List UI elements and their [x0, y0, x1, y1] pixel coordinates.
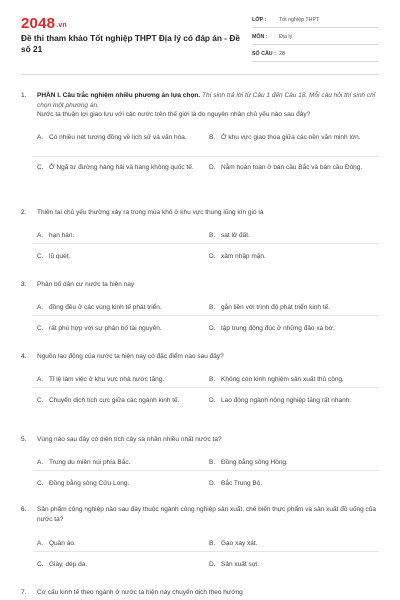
- option-b[interactable]: [209, 231, 400, 240]
- option-text: Gạo xay xát.: [221, 540, 258, 547]
- question-text: Phân bố dân cư nước ta hiện nay: [37, 281, 135, 288]
- option-divider: [33, 387, 379, 388]
- option-letter: A.: [37, 304, 44, 311]
- option-a[interactable]: [37, 133, 202, 142]
- option-letter: A.: [37, 540, 44, 547]
- question-text: Nguồn lao động của nước ta hiện nay có đặc điểm nào sau đây?: [37, 353, 224, 360]
- logo-suffix: .vn: [56, 22, 67, 29]
- option-b[interactable]: [209, 375, 379, 384]
- option-text: đồng đều ở các vùng kinh tế phát triển.: [49, 304, 162, 311]
- header-divider: [21, 74, 379, 75]
- option-text: tập trung đông đúc ở những đảo xa bờ.: [221, 325, 335, 332]
- option-letter: A.: [37, 376, 44, 383]
- question-text: Thiên tai chủ yếu thường xảy ra trong mùa khô ở khu vực thung lũng kín gió là: [37, 209, 264, 216]
- option-letter: D.: [209, 325, 216, 332]
- option-text: xâm nhập mặn.: [221, 253, 266, 260]
- option-letter: D.: [209, 561, 216, 568]
- option-text: Không còn kinh nghiệm sản xuất thủ công.: [221, 376, 344, 383]
- option-b[interactable]: [209, 539, 400, 548]
- option-text: Có nhiều nét tương đồng về lịch sử và văn hóa.: [49, 134, 187, 141]
- part-label: PHẦN I. Câu trắc nghiệm nhiều phương án lựa chọn.: [37, 92, 201, 99]
- option-text: Quần áo.: [49, 540, 76, 547]
- option-b[interactable]: [209, 303, 400, 312]
- option-letter: D.: [209, 164, 216, 171]
- option-letter: A.: [37, 459, 44, 466]
- meta-value: 28: [279, 51, 285, 57]
- meta-key: SỐ CÂU :: [252, 51, 276, 57]
- meta-value: Địa lý: [279, 34, 293, 40]
- option-b[interactable]: [209, 458, 400, 467]
- option-d[interactable]: [209, 324, 400, 333]
- option-text: Ở Ngã tư đường hàng hải và hàng không quốc tế.: [49, 164, 194, 171]
- option-text: Sản xuất sợi.: [221, 561, 260, 568]
- question-2: [21, 208, 379, 260]
- option-letter: B.: [209, 232, 216, 239]
- option-text: Tỉ lệ làm việc ở khu vực nhà nước tăng.: [49, 376, 165, 383]
- question-text: Sản phẩm công nghiệp nào sau đây thuộc ngành công nghiệp sản xuất, chế biến thực phẩm và sản xuất đồ uống của nước ta?: [37, 506, 376, 523]
- option-d[interactable]: [209, 396, 374, 405]
- option-text: Nằm hoàn toàn ở bán cầu Bắc và bán cầu Đông.: [221, 164, 363, 171]
- meta-key: MÔN :: [252, 34, 268, 40]
- question-7: [21, 588, 379, 598]
- option-text: Ở khu vực giao thoa giữa các nền văn minh lớn.: [221, 134, 361, 141]
- option-letter: B.: [209, 376, 216, 383]
- option-d[interactable]: [209, 163, 374, 172]
- option-text: sạt lở đất.: [221, 232, 250, 239]
- option-text: Chuyển dịch tích cực giữa các ngành kinh tế.: [49, 397, 180, 404]
- question-text: Nước ta thuận lợi giao lưu với các nước trên thế giới là do nguyên nhân chủ yếu nào sau đây?: [37, 111, 311, 118]
- question-number: 2.: [21, 209, 27, 216]
- option-text: Giày, dép da.: [49, 561, 88, 568]
- exam-meta: [252, 13, 378, 64]
- question-text: Vùng nào sau đây có diện tích cây sa nhân nhiều nhất nước ta?: [37, 436, 222, 443]
- question-number: 4.: [21, 353, 27, 360]
- meta-value: Tốt nghiệp THPT: [279, 17, 320, 23]
- option-text: hạn hán.: [49, 232, 75, 239]
- option-letter: B.: [209, 540, 216, 547]
- option-c[interactable]: [37, 163, 202, 172]
- option-c[interactable]: [37, 396, 202, 405]
- meta-key: LỚP :: [252, 17, 267, 23]
- option-letter: B.: [209, 459, 216, 466]
- option-text: Trung du miền núi phía Bắc.: [49, 459, 131, 466]
- question-number: 6.: [21, 506, 27, 513]
- part-instruction: Thí sinh trả lời từ Câu 1 đến Câu 18. Mỗi câu hỏi thí sinh chỉ chọn một phương án.: [37, 92, 376, 109]
- option-letter: C.: [37, 253, 44, 260]
- option-text: Lao động ngành nông nghiệp tăng rất nhanh.: [221, 397, 352, 404]
- option-divider: [33, 315, 379, 316]
- option-divider: [33, 243, 379, 244]
- question-3: [21, 280, 379, 332]
- question-1: [21, 91, 379, 171]
- option-text: rất phù hợp với sự phân bố tài nguyên.: [49, 325, 162, 332]
- option-letter: D.: [209, 397, 216, 404]
- question-6: [21, 505, 379, 568]
- question-number: 1.: [21, 92, 27, 99]
- option-d[interactable]: [209, 479, 400, 488]
- option-a[interactable]: [37, 375, 202, 384]
- option-text: Đồng bằng sông Cửu Long.: [49, 480, 130, 487]
- option-d[interactable]: [209, 560, 400, 569]
- option-letter: C.: [37, 480, 44, 487]
- meta-row-subject: [252, 30, 378, 45]
- option-letter: A.: [37, 232, 44, 239]
- option-b[interactable]: [209, 133, 374, 142]
- option-text: gắn liền với trình độ phát triển kinh tế.: [221, 304, 331, 311]
- option-letter: B.: [209, 304, 216, 311]
- page-header: [0, 0, 400, 70]
- question-number: 7.: [21, 589, 27, 596]
- option-letter: C.: [37, 561, 44, 568]
- site-logo[interactable]: [21, 15, 67, 32]
- option-letter: A.: [37, 134, 44, 141]
- option-text: Bắc Trung Bộ.: [221, 480, 263, 487]
- meta-row-count: [252, 47, 378, 62]
- question-number: 5.: [21, 436, 27, 443]
- option-d[interactable]: [209, 252, 400, 261]
- page-title: Đề thi tham khảo Tốt nghiệp THPT Địa lý có đáp án - Đề số 21: [21, 33, 240, 54]
- logo-main: 2048: [21, 15, 56, 32]
- option-letter: C.: [37, 397, 44, 404]
- option-divider: [33, 551, 379, 552]
- option-letter: C.: [37, 325, 44, 332]
- option-letter: C.: [37, 164, 44, 171]
- question-5: [21, 435, 379, 487]
- option-letter: D.: [209, 480, 216, 487]
- option-text: lũ quét.: [49, 253, 71, 260]
- option-text: Đồng bằng sông Hồng.: [221, 459, 288, 466]
- question-number: 3.: [21, 281, 27, 288]
- option-letter: B.: [209, 134, 216, 141]
- option-divider: [33, 156, 379, 157]
- question-4: [21, 352, 379, 404]
- question-text: Cơ cấu kinh tế theo ngành ở nước ta hiện nay chuyển dịch theo hướng: [37, 589, 243, 596]
- option-divider: [33, 470, 379, 471]
- option-letter: D.: [209, 253, 216, 260]
- meta-row-class: [252, 13, 378, 28]
